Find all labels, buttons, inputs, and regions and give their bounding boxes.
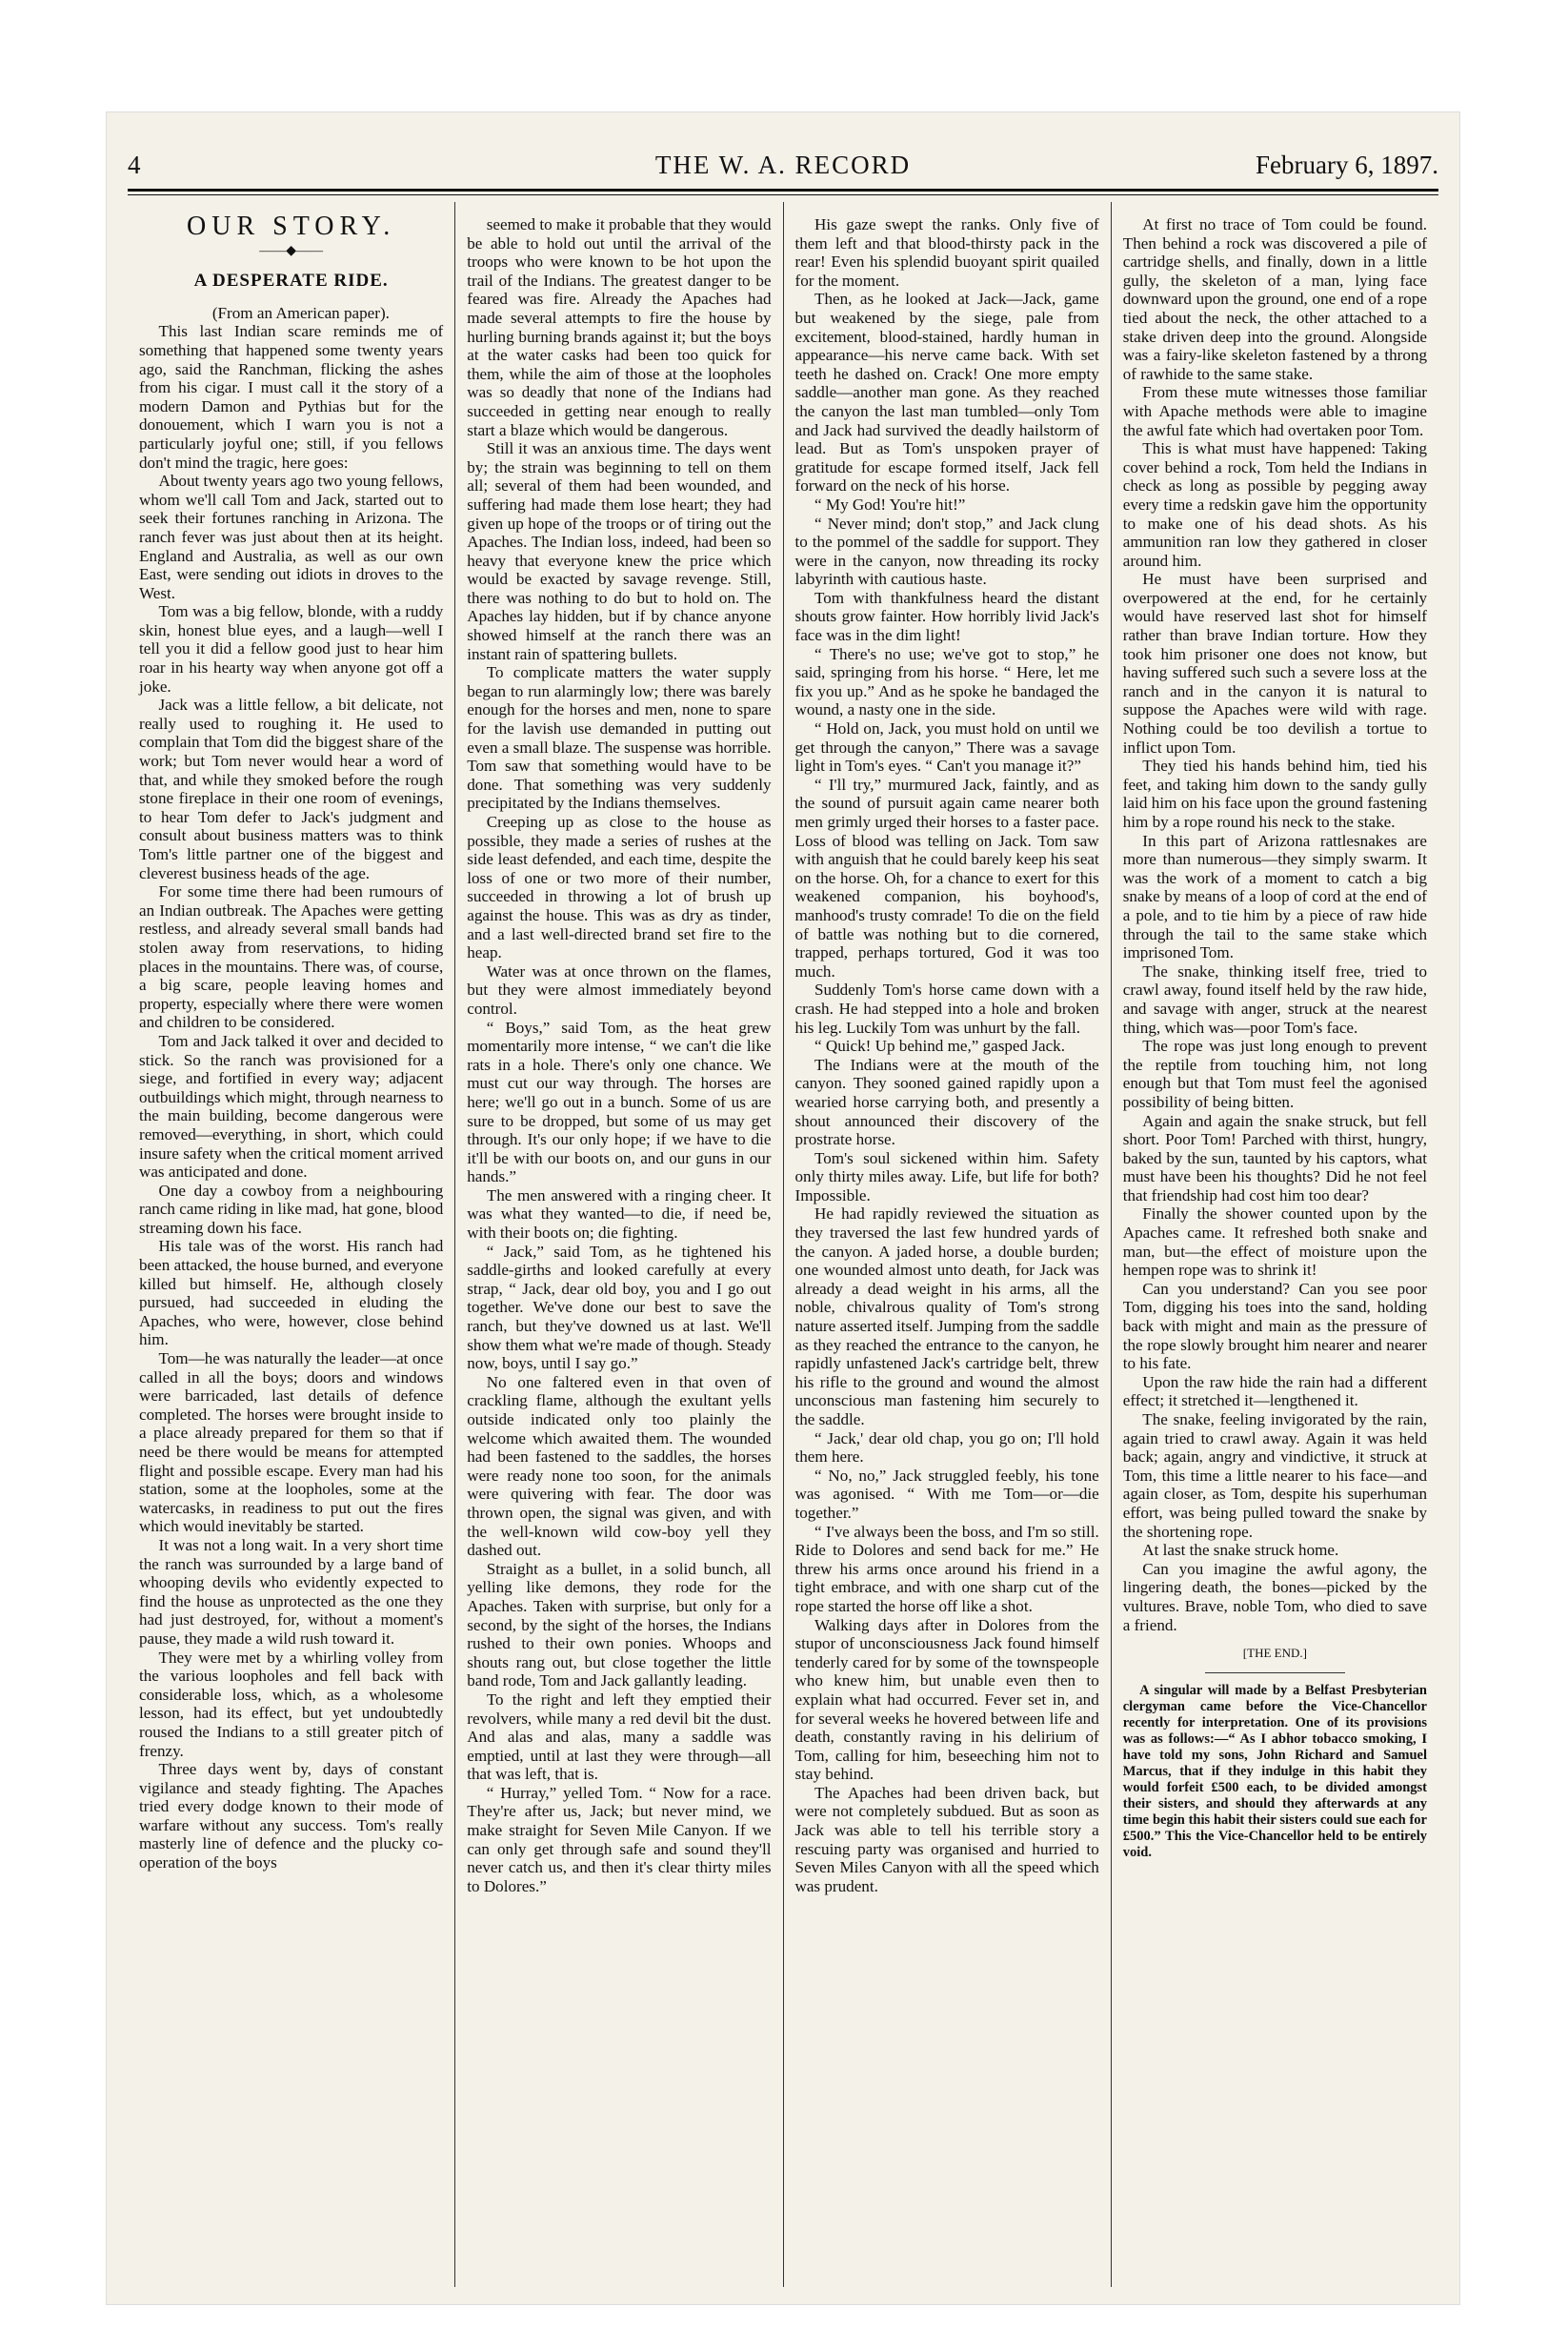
paragraph: They were met by a whirling volley from the various loopholes and fell back with considerable loss, which, as a wholesome lesson, had its effect, but yet undoubtedly roused the Indians to a still greater pitch of frenzy. <box>139 1648 444 1760</box>
paragraph: They tied his hands behind him, tied his feet, and taking him down to the sandy gully laid him on his face upon the ground fastening him by a rope round his neck to the stake. <box>1122 757 1427 831</box>
paragraph: At first no trace of Tom could be found. Then behind a rock was discovered a pile of cartridge shells, and finally, down in a little gully, the skeleton of a man, lying face downward upon the ground, one end of a rope tied about the neck, the other attached to a stake driven deep into the ground. Alongside was a fairy-like skeleton fastened by a throng of rawhide to the same stake. <box>1122 215 1427 383</box>
paragraph: “ There's no use; we've got to stop,” he said, springing from his horse. “ Here, let me fix you up.” And as he spoke he bandaged the wound, a nasty one in the side. <box>794 644 1099 719</box>
news-note: A singular will made by a Belfast Presbyterian clergyman came before the Vice-Chancellor recently for interpretation. One of its provisions was as follows:—“ As I abhor tobacco smoking, I have told my sons, John Richard and Samuel Marcus, that if they indulge in this habit they would forfeit £500 each, to be divided amongst their sisters, and should they afterwards at any time begin this habit their sisters could sue each for £500.” This the Vice-Chancellor held to be entirely void. <box>1122 1682 1427 1860</box>
paragraph: Can you imagine the awful agony, the lingering death, the bones—picked by the vultures. Brave, noble Tom, who died to save a friend. <box>1122 1559 1427 1634</box>
paragraph: Tom's soul sickened within him. Safety only thirty miles away. Life, but life for both? Impossible. <box>794 1148 1099 1204</box>
paragraph: Straight as a bullet, in a solid bunch, all yelling like demons, they rode for the Apaches. Taken with surprise, but only for a second, by the sight of the horses, the Indians rushed to their own ponies. Whoops and shouts rang out, but close together the little band rode, Tom and Jack gallantly leading. <box>467 1559 772 1690</box>
paragraph: About twenty years ago two young fellows, whom we'll call Tom and Jack, started out to seek their fortunes ranching in Arizona. The ranch fever was just about then at its height. England and Australia, as well as our own East, were sending out idiots in droves to the West. <box>139 472 444 602</box>
paragraph: In this part of Arizona rattlesnakes are more than numerous—they simply swarm. It was the work of a moment to catch a big snake by means of a loop of cord at the end of a pole, and to tie him by a piece of raw hide through the tail to the same stake which imprisoned Tom. <box>1122 831 1427 962</box>
end-mark: [THE END.] <box>1242 1646 1307 1661</box>
column-1 <box>128 202 454 2287</box>
paragraph: Jack was a little fellow, a bit delicate, not really used to roughing it. He used to complain that Tom did the biggest share of the work; but Tom never would hear a word of that, and while they smoked before the rough stone fireplace in their one room of evenings, to hear Tom defer to Jack's judgment and consult about business matters was to think Tom's little partner one of the biggest and cleverest business heads of the age. <box>139 696 444 882</box>
paragraph: At last the snake struck home. <box>1142 1541 1339 1560</box>
paragraph: This last Indian scare reminds me of something that happened some twenty years ago, said the Ranchman, flicking the ashes from his cigar. I must call it the story of a modern Damon and Pythias but for the donouement, which I warn you is not a particularly joyful one; still, if you fellows don't mind the tragic, here goes: <box>139 322 444 472</box>
paragraph: Tom was a big fellow, blonde, with a ruddy skin, honest blue eyes, and a laugh—well I tell you it did a fellow good just to hear him roar in his hearty way when anyone got off a joke. <box>139 602 444 696</box>
paragraph: To the right and left they emptied their revolvers, while many a red devil bit the dust. And alas and alas, many a saddle was emptied, until at last they were through—all that was left, that is. <box>467 1690 772 1784</box>
paragraph: “ Jack,' dear old chap, you go on; I'll hold them here. <box>794 1428 1099 1467</box>
paragraph: “ My God! You're hit!” <box>814 495 966 514</box>
paragraph: His gaze swept the ranks. Only five of them left and that blood-thirsty pack in the rear! Even his splendid buoyant spirit quailed for the moment. <box>794 215 1099 290</box>
paragraph: Suddenly Tom's horse came down with a crash. He had stepped into a hole and broken his leg. Luckily Tom was unhurt by the fall. <box>794 981 1099 1037</box>
paragraph: The men answered with a ringing cheer. It was what they wanted—to die, if need be, with their boots on; die fighting. <box>467 1185 772 1243</box>
paragraph: His tale was of the worst. His ranch had been attacked, the house burned, and everyone killed but himself. He, although closely pursued, had succeeded in eluding the Apaches, who were, however, close behind him. <box>139 1237 444 1349</box>
paragraph: One day a cowboy from a neighbouring ranch came riding in like mad, hat gone, blood streaming down his face. <box>139 1181 444 1237</box>
column-body <box>139 322 443 1872</box>
paragraph: The Indians were at the mouth of the canyon. They sooned gained rapidly upon a wearied horse carrying both, and presently a shout announced their discovery of the prostrate horse. <box>794 1055 1099 1149</box>
article-columns <box>128 202 1438 2287</box>
paragraph: Finally the shower counted upon by the Apaches came. It refreshed both snake and man, but—the effect of moisture upon the hempen rope was to shrink it! <box>1122 1204 1427 1280</box>
publication-title: THE W. A. RECORD <box>654 151 912 179</box>
paragraph: He had rapidly reviewed the situation as they traversed the last few hundred yards of the canyon. A jaded horse, a double burden; one wounded almost unto death, for Jack was already a dead weight in his arms, all the noble, chivalrous quality of Tom's strong nature asserted itself. Jumping from the saddle as they reached the entrance to the canyon, he rapidly unfastened Jack's cartridge belt, threw his rifle to the ground and wound the almost unconscious man fastening him securely to the saddle. <box>794 1204 1099 1428</box>
paragraph: He must have been surprised and overpowered at the end, for he certainly would have reserved last shot for himself rather than brave Indian torture. How they took him prisoner one does not know, but having suffered such such a severe loss at the ranch and in the canyon it is natural to suppose the Apaches were wild with rage. Nothing could be too devilish a tortue to inflict upon Tom. <box>1122 570 1427 757</box>
paragraph: “ Hold on, Jack, you must hold on until we get through the canyon,” There was a savage light in Tom's eyes. “ Can't you manage it?” <box>794 719 1099 776</box>
newspaper-page <box>107 112 1459 2304</box>
paragraph: Again and again the snake struck, but fell short. Poor Tom! Parched with thirst, hungry, baked by the sun, taunted by his captors, what must have been his thoughts? Did he not feel that friendship had cost him too dear? <box>1122 1111 1427 1204</box>
paragraph: “ Boys,” said Tom, as the heat grew momentarily more intense, “ we can't die like rats in a hole. There's only one chance. We must cut our way through. The horses are here; we'll go out in a bunch. Some of us are sure to be dropped, but some of us may get through. It's our only hope; if we have to die it'll be with our boots on, and our guns in our hands.” <box>467 1018 772 1186</box>
column-body <box>795 215 1099 1895</box>
paragraph: Upon the raw hide the rain had a different effect; it stretched it—lengthened it. <box>1122 1372 1427 1410</box>
paragraph: To complicate matters the water supply began to run alarmingly low; there was barely enough for the horses and men, none to spare for the lavish use demanded in putting out even a small blaze. The suspense was horrible. Tom saw that something would have to be done. That something was very suddenly precipitated by the Indians themselves. <box>467 663 772 813</box>
paragraph: Tom with thankfulness heard the distant shouts grow fainter. How horribly livid Jack's face was in the dim light! <box>794 588 1099 645</box>
column-3 <box>783 202 1111 2287</box>
paragraph: This is what must have happened: Taking cover behind a rock, Tom held the Indians in check as long as possible by pegging away every time a redskin gave him the opportunity to make one of his dead shots. As his ammunition ran low they gathered in closer around him. <box>1122 439 1427 570</box>
paragraph: It was not a long wait. In a very short time the ranch was surrounded by a large band of whooping devils who evidently expected to find the house as unprotected as the one they had just destroyed, for, without a moment's pause, they made a wild rush toward it. <box>139 1535 444 1648</box>
paragraph: Three days went by, days of constant vigilance and steady fighting. The Apaches tried every dodge known to their mode of warfare without any success. Tom's really masterly line of defence and the plucky co-operation of the boys <box>139 1760 444 1872</box>
story-source: (From an American paper). <box>211 303 390 322</box>
end-divider <box>1205 1672 1345 1673</box>
paragraph: Creeping up as close to the house as possible, they made a series of rushes at the side least defended, and each time, despite the loss of one or two more of their number, succeeded in throwing a lot of brush up against the house. This was as dry as tinder, and a last well-directed brand set fire to the heap. <box>467 813 772 962</box>
story-title: A DESPERATE RIDE. <box>193 271 389 292</box>
paragraph: “ Quick! Up behind me,” gasped Jack. <box>814 1037 1065 1056</box>
paragraph: No one faltered even in that oven of crackling flame, although the exultant yells outside indicated only too plainly the welcome which awaited them. The wounded had been fastened to the saddles, the horses were ready none too soon, for the animals were quivering with fear. The door was thrown open, the signal was given, and with the well-known wild cow-boy yell they dashed out. <box>467 1372 772 1560</box>
paragraph: “ I've always been the boss, and I'm so still. Ride to Dolores and send back for me.” He threw his arms once around his friend in a tight embrace, and with one sharp cut of the rope started the horse off like a shot. <box>794 1522 1099 1615</box>
paragraph: The rope was just long enough to prevent the reptile from touching him, not long enough but that Tom must feel the agonised possibility of being bitten. <box>1122 1037 1427 1111</box>
paragraph: Then, as he looked at Jack—Jack, game but weakened by the siege, pale from excitement, blood-stained, hardly human in appearance—his nerve came back. With set teeth he dashed on. Crack! One more empty saddle—another man gone. As they reached the canyon the last man tumbled—only Tom and Jack had survived the deadly hailstorm of lead. But as Tom's unspoken prayer of gratitude for escape formed itself, Jack fell forward on the neck of his horse. <box>794 290 1099 496</box>
ornament-divider: ——◆—— <box>259 243 324 258</box>
header-rule-thin <box>128 194 1438 195</box>
page-header <box>128 147 1438 189</box>
paragraph: “ I'll try,” murmured Jack, faintly, and as the sound of pursuit again came nearer both men grimly urged their horses to a faster pace. Loss of blood was telling on Jack. Tom saw with anguish that he could barely keep his seat on the horse. Oh, for a chance to exert for this weakened companion, his boyhood's, manhood's trusty comrade! To die on the field of battle was nothing but to die cornered, trapped, perhaps tortured, God it was too much. <box>794 775 1099 981</box>
paragraph: Tom and Jack talked it over and decided to stick. So the ranch was provisioned for a siege, and fortified in every way; adjacent outbuildings which might, through nearness to the main building, become dangerous were removed—everything, in short, which could insure safety when the critical moment arrived was anticipated and done. <box>139 1031 444 1182</box>
paragraph: Tom—he was naturally the leader—at once called in all the boys; doors and windows were barricaded, last details of defence completed. The horses were brought inside to a place already prepared for them so that if need be there would be means for attempted flight and possible escape. Every man had his station, some at the loopholes, some at the watercasks, in readiness to put out the fires which would inevitably be started. <box>139 1349 444 1536</box>
paragraph: The snake, feeling invigorated by the rain, again tried to crawl away. Again it was held back; again, angry and vindictive, it struck at Tom, this time a little nearer to his face—and again closer, as Tom, despite his superhuman effort, was being pulled toward the snake by the shortening rope. <box>1122 1410 1427 1541</box>
paragraph: Water was at once thrown on the flames, but they were almost immediately beyond control. <box>467 961 772 1018</box>
paragraph: The snake, thinking itself free, tried to crawl away, found itself held by the raw hide, and savage with anger, struck at the nearest thing, which was—poor Tom's face. <box>1122 961 1427 1037</box>
page-number: 4 <box>128 151 141 179</box>
paragraph: Can you understand? Can you see poor Tom, digging his toes into the sand, holding back with might and main as the pressure of the rope slowly brought him nearer and nearer to his fate. <box>1122 1279 1427 1373</box>
paragraph: For some time there had been rumours of an Indian outbreak. The Apaches were getting restless, and already several small bands had stolen away from reservations, to hiding places in the mountains. There was, of course, a big scare, people leaving homes and property, especially where there were women and children to be considered. <box>139 882 444 1032</box>
paragraph: The Apaches had been driven back, but were not completely subdued. But as soon as Jack was able to tell his terrible story a rescuing party was organised and hurried to Seven Miles Canyon with all the speed which was prudent. <box>794 1783 1099 1895</box>
paragraph: “ No, no,” Jack struggled feebly, his tone was agonised. “ With me Tom—or—die together.” <box>794 1466 1099 1522</box>
paragraph: Walking days after in Dolores from the stupor of unconsciousness Jack found himself tenderly cared for by some of the townspeople who knew him, but unable even then to explain what had occurred. Fever set in, and for several weeks he hovered between life and death, constantly raving in his delirium of Tom, calling for him, beseeching him not to stay behind. <box>794 1615 1099 1784</box>
column-body <box>467 215 771 1895</box>
column-body <box>1123 215 1427 1634</box>
paragraph: “ Hurray,” yelled Tom. “ Now for a race. They're after us, Jack; but never mind, we make straight for Seven Mile Canyon. If we can only get through safe and sound they'll never catch us, and then it's clear thirty miles to Dolores.” <box>467 1783 772 1895</box>
issue-date: February 6, 1897. <box>1256 151 1438 179</box>
paragraph: From these mute witnesses those familiar with Apache methods were able to imagine the awful fate which had overtaken poor Tom. <box>1122 383 1427 439</box>
paragraph: Still it was an anxious time. The days went by; the strain was beginning to tell on them all; several of them had been wounded, and suffering had made them lose heart; they had given up hope of the troops or of tiring out the Apaches. The Indian loss, indeed, had been so heavy that everyone knew the price which would be exacted by savage revenge. Still, there was nothing to do but to hold on. The Apaches lay hidden, but if by chance anyone showed himself at the ranch there was an instant rain of spattering bullets. <box>467 439 772 663</box>
paragraph: “ Jack,” said Tom, as he tightened his saddle-girths and looked carefully at every strap, “ Jack, dear old boy, you and I go out together. We've done our best to save the ranch, but they've downed us at last. We'll show them what we're made of though. Steady now, boys, until I say go.” <box>467 1242 772 1373</box>
column-2 <box>454 202 782 2287</box>
paragraph: seemed to make it probable that they would be able to hold out until the arrival of the troops who were known to be hot upon the trail of the Indians. The greatest danger to be feared was fire. Already the Apaches had made several attempts to fire the house by hurling burning brands against it; but the boys at the water casks had been too quick for them, while the aim of those at the loopholes was so deadly that none of the Indians had succeeded in getting near enough to really start a blaze which would be dangerous. <box>467 215 772 439</box>
paragraph: “ Never mind; don't stop,” and Jack clung to the pommel of the saddle for support. They were in the canyon, now threading its rocky labyrinth with cautious haste. <box>794 514 1099 589</box>
section-title: OUR STORY. <box>187 212 396 241</box>
header-rule-thick <box>128 189 1438 192</box>
column-4 <box>1111 202 1438 2287</box>
